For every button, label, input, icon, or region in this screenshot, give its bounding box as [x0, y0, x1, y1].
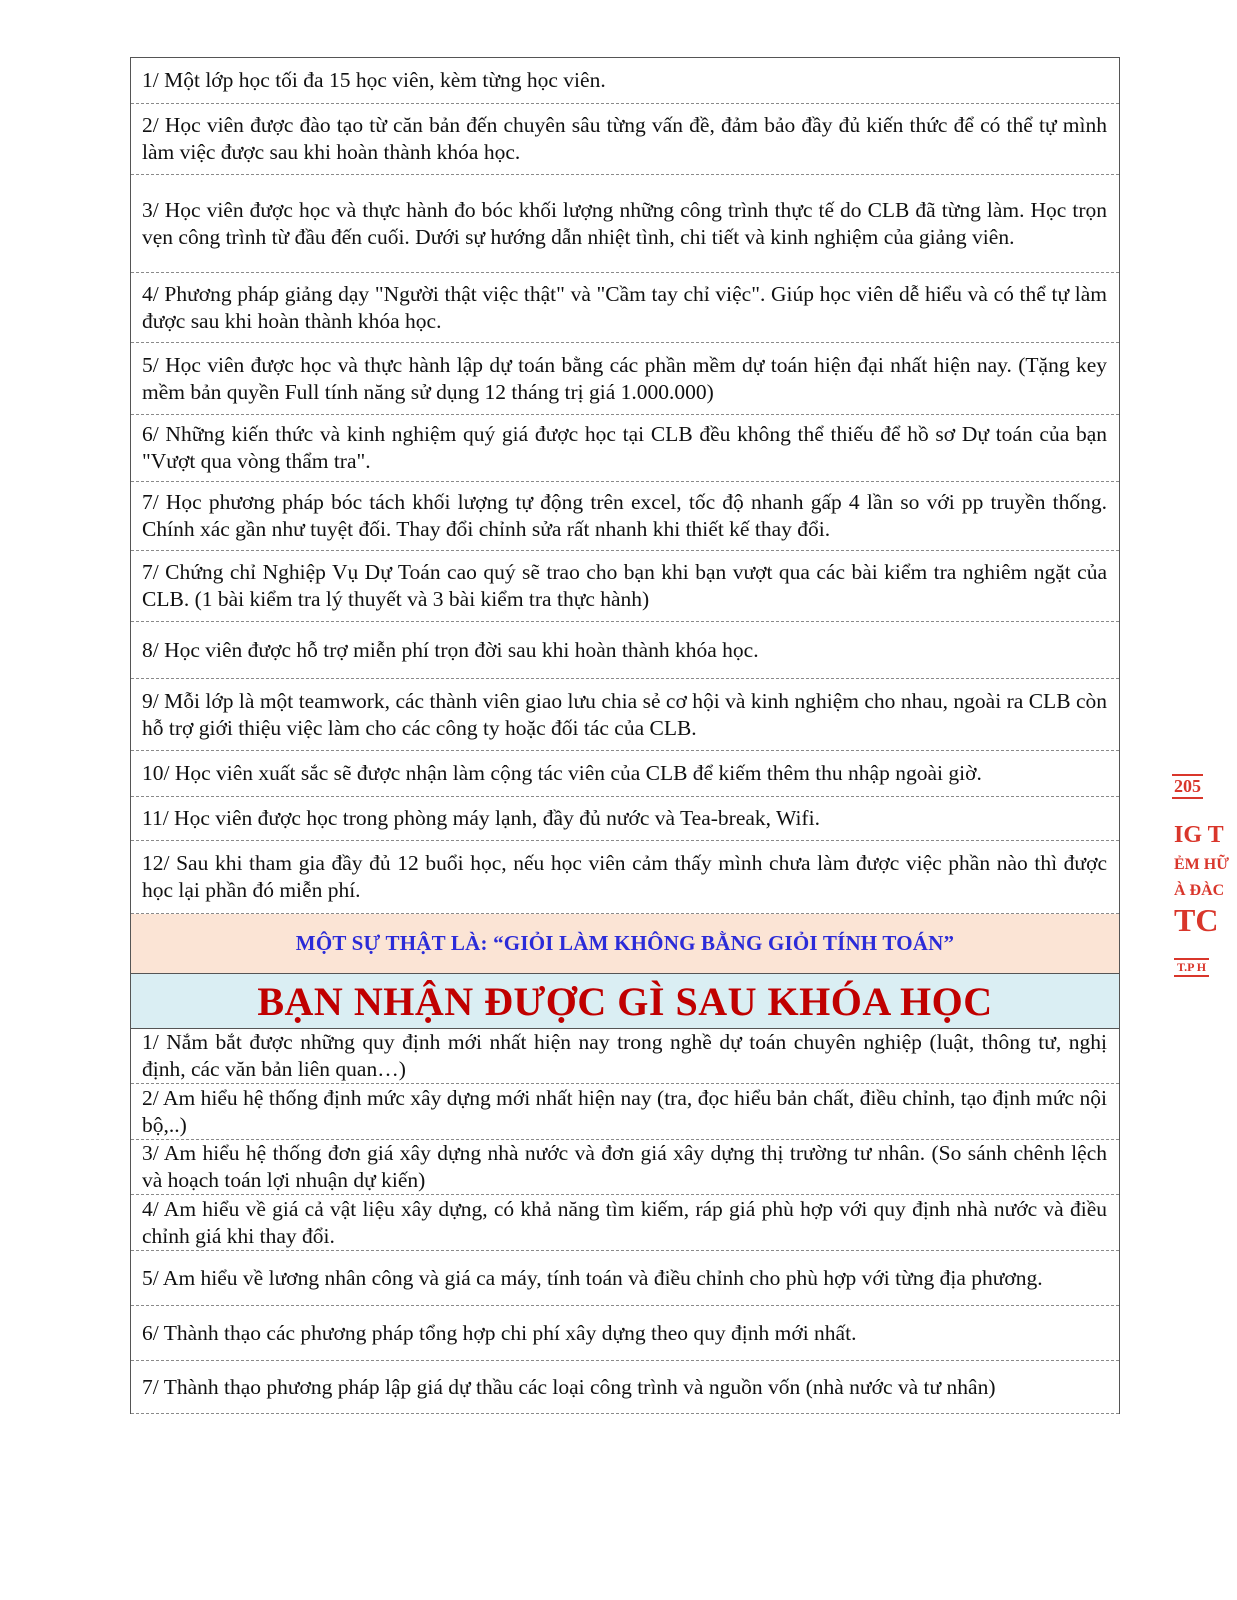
- red-stamp: [1170, 770, 1237, 990]
- benefit-row: 12/ Sau khi tham gia đầy đủ 12 buổi học, nếu học viên cảm thấy mình chưa làm được việc phần nào thì được học lại phần đó miễn phí.: [131, 841, 1119, 914]
- outcome-row: 5/ Am hiểu về lương nhân công và giá ca máy, tính toán và điều chỉnh cho phù hợp với từng địa phương.: [131, 1251, 1119, 1306]
- benefit-row: 5/ Học viên được học và thực hành lập dự toán bằng các phần mềm dự toán hiện đại nhất hiện nay. (Tặng key mềm bản quyền Full tính năng sử dụng 12 tháng trị giá 1.000.000): [131, 343, 1119, 415]
- benefit-row: 10/ Học viên xuất sắc sẽ được nhận làm cộng tác viên của CLB để kiếm thêm thu nhập ngoài giờ.: [131, 751, 1119, 797]
- benefit-row: 9/ Mỗi lớp là một teamwork, các thành viên giao lưu chia sẻ cơ hội và kinh nghiệm cho nhau, ngoài ra CLB còn hỗ trợ giới thiệu việc làm cho các công ty hoặc đối tác của CLB.: [131, 679, 1119, 751]
- benefit-row: 11/ Học viên được học trong phòng máy lạnh, đầy đủ nước và Tea-break, Wifi.: [131, 797, 1119, 841]
- outcome-row: 7/ Thành thạo phương pháp lập giá dự thầu các loại công trình và nguồn vốn (nhà nước và tư nhân): [131, 1361, 1119, 1414]
- benefit-row: 6/ Những kiến thức và kinh nghiệm quý giá được học tại CLB đều không thể thiếu để hồ sơ Dự toán của bạn "Vượt qua vòng thẩm tra".: [131, 415, 1119, 482]
- outcome-row: 4/ Am hiểu về giá cả vật liệu xây dựng, có khả năng tìm kiếm, ráp giá phù hợp với quy định nhà nước và điều chỉnh giá khi thay đổi.: [131, 1195, 1119, 1251]
- stamp-text: T.P H: [1174, 958, 1209, 977]
- stamp-text: ẺM HỮ: [1174, 856, 1229, 873]
- section-heading: BẠN NHẬN ĐƯỢC GÌ SAU KHÓA HỌC: [131, 974, 1119, 1029]
- outcome-row: 1/ Nắm bắt được những quy định mới nhất hiện nay trong nghề dự toán chuyên nghiệp (luật, thông tư, nghị định, các văn bản liên quan…): [131, 1029, 1119, 1084]
- outcome-row: 6/ Thành thạo các phương pháp tổng hợp chi phí xây dựng theo quy định mới nhất.: [131, 1306, 1119, 1361]
- stamp-text: À ĐÀC: [1174, 882, 1225, 899]
- course-info-table: [130, 57, 1120, 1414]
- outcome-row: 2/ Am hiểu hệ thống định mức xây dựng mới nhất hiện nay (tra, đọc hiểu bản chất, điều chỉnh, tạo định mức nội bộ,..): [131, 1084, 1119, 1140]
- stamp-text: IG T: [1174, 822, 1224, 848]
- benefit-row: 4/ Phương pháp giảng dạy "Người thật việc thật" và "Cầm tay chỉ việc". Giúp học viên dễ hiểu và có thể tự làm được sau khi hoàn thành khóa học.: [131, 273, 1119, 343]
- stamp-text: 205: [1172, 774, 1203, 799]
- benefit-row: 7/ Chứng chỉ Nghiệp Vụ Dự Toán cao quý sẽ trao cho bạn khi bạn vượt qua các bài kiểm tra nghiêm ngặt của CLB. (1 bài kiểm tra lý thuyết và 3 bài kiểm tra thực hành): [131, 551, 1119, 622]
- outcome-row: 3/ Am hiểu hệ thống đơn giá xây dựng nhà nước và đơn giá xây dựng thị trường tư nhân. (So sánh chênh lệch và hoạch toán lợi nhuận dự kiến): [131, 1140, 1119, 1195]
- benefit-row: 1/ Một lớp học tối đa 15 học viên, kèm từng học viên.: [131, 58, 1119, 104]
- stamp-text: TC: [1174, 902, 1219, 938]
- benefit-row: 2/ Học viên được đào tạo từ căn bản đến chuyên sâu từng vấn đề, đảm bảo đầy đủ kiến thức để có thể tự mình làm việc được sau khi hoàn thành khóa học.: [131, 104, 1119, 175]
- benefit-row: 3/ Học viên được học và thực hành đo bóc khối lượng những công trình thực tế do CLB đã từng làm. Học trọn vẹn công trình từ đầu đến cuối. Dưới sự hướng dẫn nhiệt tình, chi tiết và kinh nghiệm của giảng viên.: [131, 175, 1119, 273]
- benefit-row: 8/ Học viên được hỗ trợ miễn phí trọn đời sau khi hoàn thành khóa học.: [131, 622, 1119, 679]
- benefit-row: 7/ Học phương pháp bóc tách khối lượng tự động trên excel, tốc độ nhanh gấp 4 lần so với pp truyền thống. Chính xác gần như tuyệt đối. Thay đổi chỉnh sửa rất nhanh khi thiết kế thay đổi.: [131, 482, 1119, 551]
- fact-banner: MỘT SỰ THẬT LÀ: “GIỎI LÀM KHÔNG BẰNG GIỎI TÍNH TOÁN”: [131, 914, 1119, 974]
